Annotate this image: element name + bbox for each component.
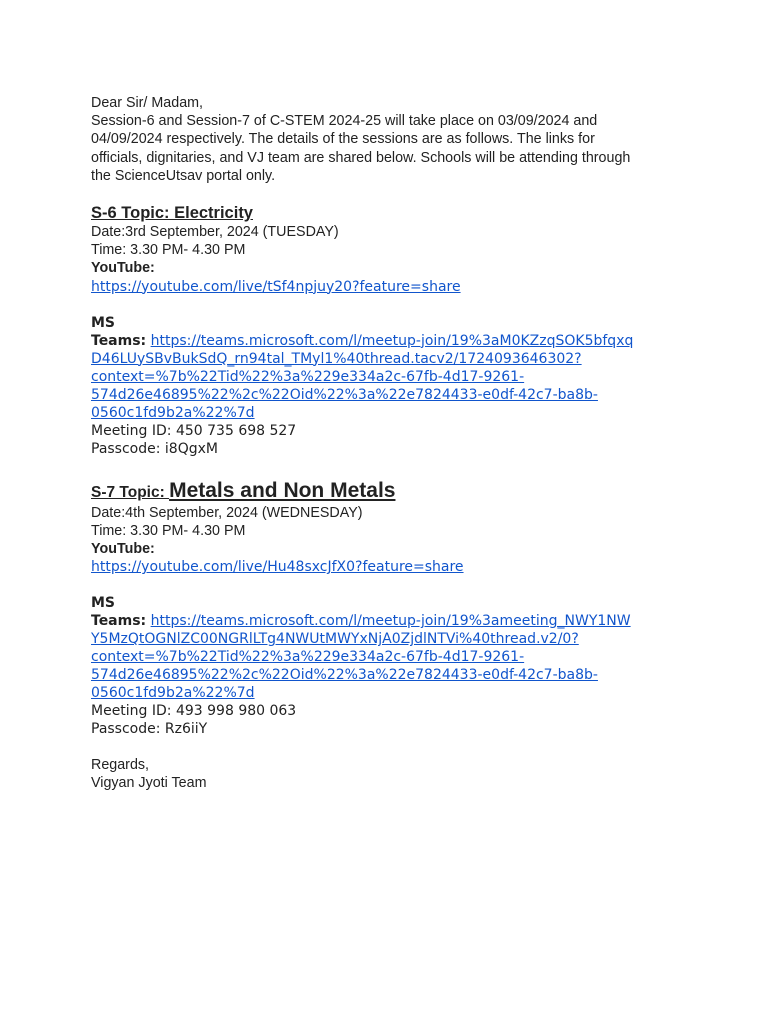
session-7-teams-link-1[interactable]: https://teams.microsoft.com/l/meetup-join/19%3ameeting_NWY1NW xyxy=(150,613,631,630)
session-6-teams-link-4[interactable]: 574d26e46895%22%2c%22Oid%22%3a%22e7824433-e0df-42c7-ba8b- xyxy=(91,386,598,403)
session-6-teams-label: Teams: xyxy=(91,332,147,349)
session-6-teams-link-3[interactable]: context=%7b%22Tid%22%3a%229e334a2c-67fb-4d17-9261- xyxy=(91,368,525,385)
session-7-teams-label: Teams: xyxy=(91,613,147,630)
session-7-passcode: Passcode: Rz6iiY xyxy=(91,721,208,738)
signature: Vigyan Jyoti Team xyxy=(91,775,207,792)
session-7-meeting-id: Meeting ID: 493 998 980 063 xyxy=(91,703,297,720)
intro-line-1: Session-6 and Session-7 of C-STEM 2024-25 will take place on 03/09/2024 and xyxy=(91,113,598,130)
session-7-teams-link-3[interactable]: context=%7b%22Tid%22%3a%229e334a2c-67fb-4d17-9261- xyxy=(91,649,525,666)
session-6-date: Date:3rd September, 2024 (TUESDAY) xyxy=(91,224,339,241)
email-body xyxy=(91,94,691,793)
session-6-meeting-id: Meeting ID: 450 735 698 527 xyxy=(91,422,297,439)
session-7-teams-link-5[interactable]: 0560c1fd9b2a%22%7d xyxy=(91,685,255,702)
session-7-youtube-link[interactable]: https://youtube.com/live/Hu48sxcJfX0?feature=share xyxy=(91,559,464,576)
session-6-teams-link-5[interactable]: 0560c1fd9b2a%22%7d xyxy=(91,404,255,421)
session-7-teams-row xyxy=(91,612,691,630)
session-6-youtube-label: YouTube: xyxy=(91,260,155,277)
session-6-heading: S-6 Topic: Electricity xyxy=(91,204,253,223)
greeting: Dear Sir/ Madam, xyxy=(91,95,204,111)
session-7-teams-link-2[interactable]: Y5MzQtOGNlZC00NGRlLTg4NWUtMWYxNjA0ZjdlNTVi%40thread.v2/0? xyxy=(91,631,579,648)
session-7-heading xyxy=(91,480,691,504)
session-7-youtube-label: YouTube: xyxy=(91,541,155,558)
session-7-date: Date:4th September, 2024 (WEDNESDAY) xyxy=(91,504,363,521)
session-6-time: Time: 3.30 PM- 4.30 PM xyxy=(91,242,246,259)
session-7-time: Time: 3.30 PM- 4.30 PM xyxy=(91,522,246,539)
session-6-youtube-link[interactable]: https://youtube.com/live/tSf4npjuy20?feature=share xyxy=(91,278,461,295)
intro-line-4: the ScienceUtsav portal only. xyxy=(91,167,276,184)
session-6-teams-link-2[interactable]: D46LUySBvBukSdQ_rn94tal_TMyl1%40thread.tacv2/1724093646302? xyxy=(91,350,582,367)
intro-line-2: 04/09/2024 respectively. The details of the sessions are as follows. The links for xyxy=(91,131,595,148)
session-7-heading-topic: Metals and Non Metals xyxy=(169,478,396,502)
session-6-ms-label: MS xyxy=(91,314,116,331)
session-7-ms-label: MS xyxy=(91,595,116,612)
session-6-teams-link-1[interactable]: https://teams.microsoft.com/l/meetup-join/19%3aM0KZzqSOK5bfqxq xyxy=(150,332,634,349)
session-7-heading-prefix: S-7 Topic: xyxy=(91,483,170,501)
session-6-passcode: Passcode: i8QgxM xyxy=(91,440,218,457)
session-7-teams-link-4[interactable]: 574d26e46895%22%2c%22Oid%22%3a%22e7824433-e0df-42c7-ba8b- xyxy=(91,667,598,684)
session-6-teams-row xyxy=(91,332,691,350)
closing: Regards, xyxy=(91,757,150,774)
intro-line-3: officials, dignitaries, and VJ team are shared below. Schools will be attending through xyxy=(91,149,631,166)
